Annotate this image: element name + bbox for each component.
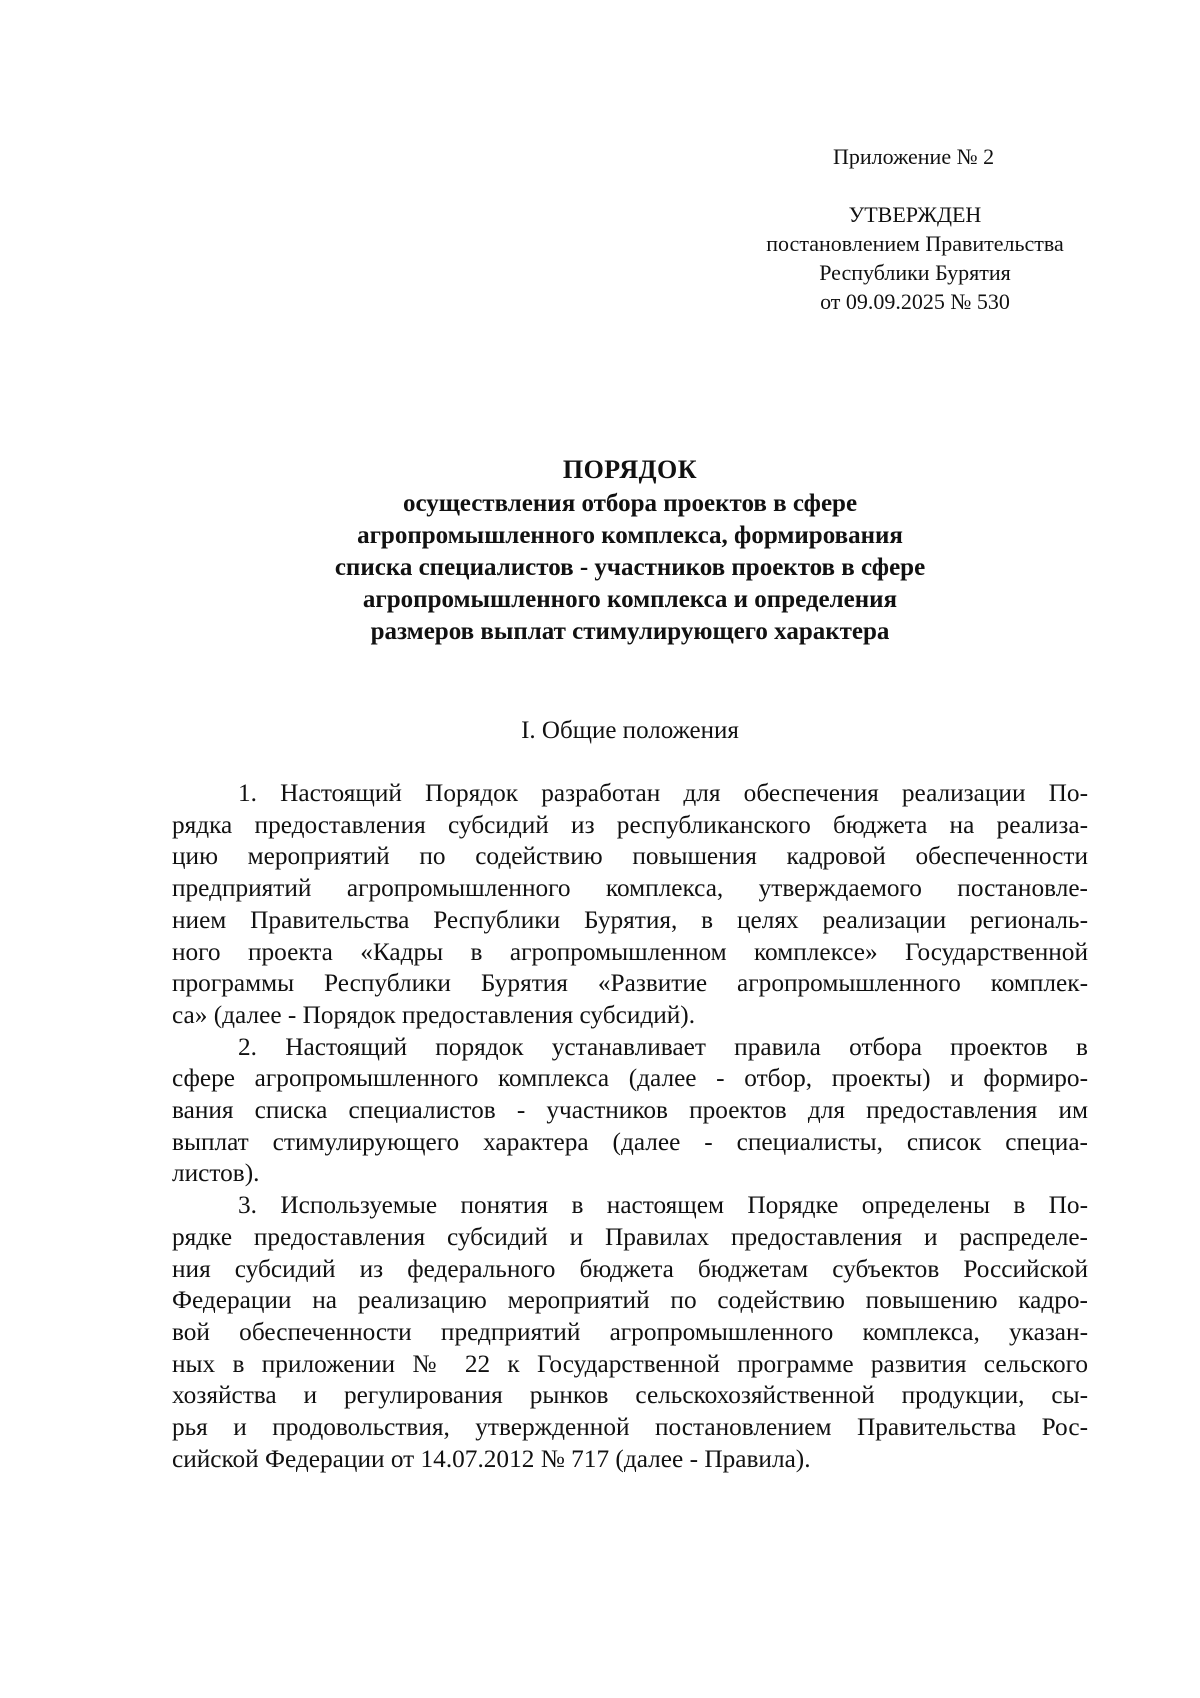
paragraph-line: программы Республики Бурятия «Развитие агропромышленного комплек-	[172, 969, 1088, 998]
paragraph-line: рядке предоставления субсидий и Правилах предоставления и распределе-	[172, 1222, 1088, 1251]
approval-line: от 09.09.2025 № 530	[820, 289, 1010, 314]
paragraph-line: предприятий агропромышленного комплекса, утверждаемого постановле-	[172, 874, 1088, 903]
paragraph-line: листов).	[172, 1159, 260, 1188]
appendix-label: Приложение № 2	[833, 144, 995, 169]
paragraph-line: вой обеспеченности предприятий агропромышленного комплекса, указан-	[172, 1317, 1088, 1346]
paragraph-line: вания списка специалистов - участников проектов для предоставления им	[172, 1096, 1088, 1125]
paragraph-line: ния субсидий из федерального бюджета бюджетам субъектов Российской	[172, 1254, 1088, 1283]
paragraph-line: 3. Используемые понятия в настоящем Порядке определены в По-	[238, 1191, 1088, 1220]
title-line: агропромышленного комплекса, формирования	[357, 522, 903, 549]
paragraph-line: 2. Настоящий порядок устанавливает правила отбора проектов в	[238, 1032, 1088, 1061]
paragraph-1	[172, 778, 1088, 1032]
document-title	[200, 452, 1060, 648]
paragraph-line: рядка предоставления субсидий из республиканского бюджета на реализа-	[172, 810, 1088, 839]
paragraph-line: 1. Настоящий Порядок разработан для обеспечения реализации По-	[238, 779, 1088, 807]
title-line: осуществления отбора проектов в сфере	[402, 490, 858, 517]
paragraph-line: рья и продовольствия, утвержденной постановлением Правительства Рос-	[172, 1413, 1088, 1442]
paragraph-line: Федерации на реализацию мероприятий по содействию повышению кадро-	[172, 1286, 1088, 1315]
title-main: ПОРЯДОК	[562, 455, 698, 484]
title-line: списка специалистов - участников проектов в сфере	[334, 554, 926, 581]
paragraph-line: цию мероприятий по содействию повышения кадровой обеспеченности	[172, 842, 1088, 871]
approval-line: Республики Бурятия	[819, 260, 1011, 285]
approval-line: постановлением Правительства	[766, 231, 1064, 256]
paragraph-line: сфере агропромышленного комплекса (далее - отбор, проекты) и формиро-	[172, 1064, 1088, 1093]
paragraph-line: ных в приложении № 22 к Государственной программе развития сельского	[172, 1349, 1088, 1378]
paragraph-3	[172, 1190, 1088, 1475]
paragraph-2	[172, 1032, 1088, 1191]
paragraph-line: хозяйства и регулирования рынков сельскохозяйственной продукции, сы-	[172, 1381, 1088, 1410]
paragraph-line: ного проекта «Кадры в агропромышленном комплексе» Государственной	[172, 937, 1088, 966]
paragraph-line: выплат стимулирующего характера (далее - специалисты, список специа-	[172, 1127, 1088, 1156]
approval-stamp-block	[745, 200, 1085, 316]
title-line: агропромышленного комплекса и определения	[362, 586, 898, 613]
paragraph-line: са» (далее - Порядок предоставления субсидий).	[172, 1000, 696, 1029]
section-heading: I. Общие положения	[521, 717, 739, 744]
document-body	[172, 778, 1088, 1475]
title-line: размеров выплат стимулирующего характера	[370, 618, 890, 645]
paragraph-line: нием Правительства Республики Бурятия, в целях реализации региональ-	[172, 905, 1088, 934]
paragraph-line: сийской Федерации от 14.07.2012 № 717 (далее - Правила).	[172, 1444, 811, 1473]
approval-line: УТВЕРЖДЕН	[848, 202, 982, 227]
